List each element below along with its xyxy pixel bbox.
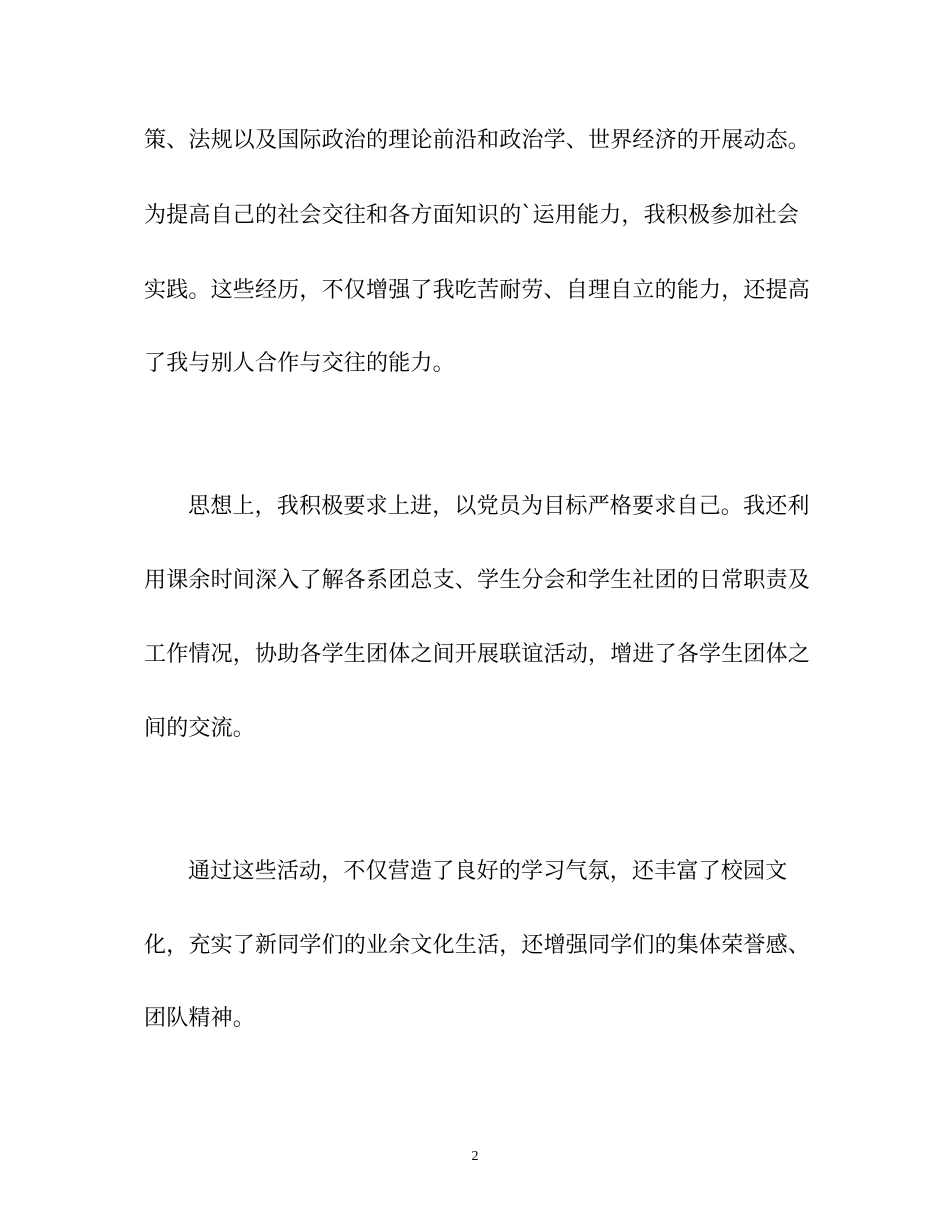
paragraph-line: 思想上，我积极要求上进，以党员为目标严格要求自己。我还利 (188, 494, 810, 519)
paragraph-line: 通过这些活动，不仅营造了良好的学习气氛，还丰富了校园文 (188, 859, 788, 884)
paragraph-line: 实践。这些经历，不仅增强了我吃苦耐劳、自理自立的能力，还提高 (144, 278, 811, 303)
paragraph-line: 为提高自己的社会交往和各方面知识的`运用能力，我积极参加社会 (144, 203, 800, 228)
page-number: 2 (471, 1149, 479, 1164)
paragraph-line: 了我与别人合作与交往的能力。 (144, 351, 455, 376)
paragraph-line: 化，充实了新同学们的业余文化生活，还增强同学们的集体荣誉感、 (144, 933, 811, 958)
paragraph-line: 用课余时间深入了解各系团总支、学生分会和学生社团的日常职责及 (144, 568, 811, 593)
paragraph-line: 间的交流。 (144, 716, 256, 741)
paragraph-line: 策、法规以及国际政治的理论前沿和政治学、世界经济的开展动态。 (144, 128, 811, 153)
paragraph-line: 团队精神。 (144, 1006, 256, 1031)
paragraph-line: 工作情况，协助各学生团体之间开展联谊活动，增进了各学生团体之 (144, 642, 811, 667)
